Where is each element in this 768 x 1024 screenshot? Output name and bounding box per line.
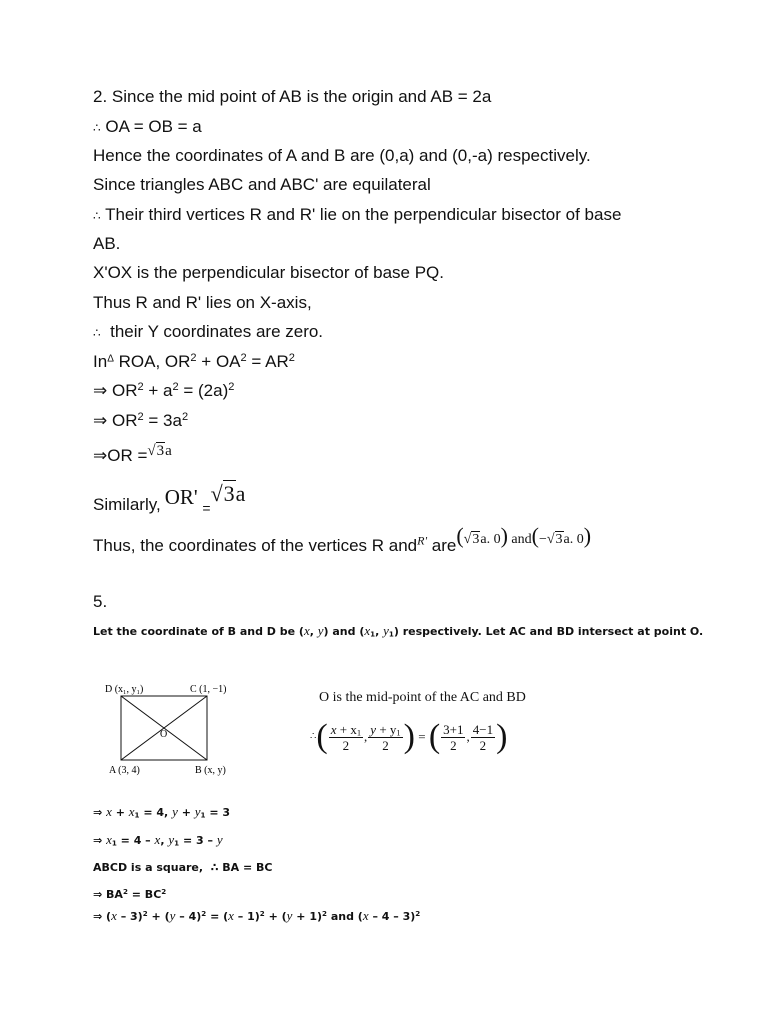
q5-number: 5. bbox=[93, 592, 108, 611]
q5-step-4: ⇒ $BA^2 = BC^2$ bbox=[93, 887, 167, 901]
q2-line-15: Thus, the coordinates of the vertices R and$^{R'}$ are$^{(√3a. 0) and(-√3a. 0)}$ bbox=[93, 523, 592, 555]
q5-step-2: ⇒ $x_1 = 4 - x$, $y_1 = 3 - y$ bbox=[93, 832, 223, 848]
label-o: O bbox=[160, 729, 168, 740]
q2-line-4: Since triangles ABC and ABC' are equilateral bbox=[93, 175, 431, 194]
label-c: C (1, −1) bbox=[190, 684, 227, 695]
q2-line-14: Similarly, OR' =√3a bbox=[93, 481, 246, 516]
q5-step-5: ⇒ $(x - 3)^2 + (y - 4)^2 = (x - 1)^2 + (y + 1)^2$ and (x – 4 – 3)$^2$ bbox=[93, 908, 421, 923]
implies-symbol: ⇒ bbox=[93, 446, 108, 465]
q2-line-13: ⇒OR =√3a bbox=[93, 443, 172, 465]
square-diagram bbox=[100, 678, 250, 778]
therefore-symbol: ∴ bbox=[93, 209, 101, 223]
q2-line-7: X'OX is the perpendicular bisector of base PQ. bbox=[93, 263, 444, 282]
midpoint-statement: O is the mid-point of the AC and BD bbox=[319, 690, 526, 705]
implies-symbol: ⇒ bbox=[93, 411, 108, 430]
q2-line-6: AB. bbox=[93, 234, 121, 253]
therefore-symbol: ∴ bbox=[93, 121, 101, 135]
q2-line-3: Hence the coordinates of A and B are (0,a) and (0,-a) respectively. bbox=[93, 146, 591, 165]
q2-line-2: ∴ OA = OB = a bbox=[93, 117, 202, 136]
label-a: A (3, 4) bbox=[109, 765, 140, 776]
therefore-symbol: ∴ bbox=[93, 326, 101, 340]
q2-line-1: 2. Since the mid point of AB is the origin and AB = 2a bbox=[93, 87, 492, 106]
label-d: D (x₁, y₁) bbox=[105, 684, 144, 695]
q2-line-12: ⇒ $OR^2 = 3a^2$ bbox=[93, 410, 189, 430]
q5-intro: Let the coordinate of B and D be (x, y) and ($x_1$, $y_1$) respectively. Let AC and BD intersect at point O. bbox=[93, 623, 704, 639]
q2-line-11: ⇒ $OR^2 + a^2 = (2a)^2$ bbox=[93, 380, 235, 400]
label-b: B (x, y) bbox=[195, 765, 226, 776]
q5-step-1: ⇒ $x + x_1 = 4$, $y + y_1 = 3$ bbox=[93, 804, 231, 820]
q2-line-8: Thus R and R' lies on X-axis, bbox=[93, 293, 312, 312]
q2-line-10: $In^\Delta$ ROA, $OR^2 + OA^2 = AR^2$ bbox=[93, 351, 295, 371]
q2-line-9: ∴ their Y coordinates are zero. bbox=[93, 322, 324, 341]
midpoint-equation: ∴( $\frac{x + x_1}{2}$ , $\frac{y + y_1}{2}$ ) = ( $\frac{3+1}{2}$ , $\frac{4-1}{2}$ ) bbox=[310, 718, 508, 756]
q2-line-5: ∴ Their third vertices R and R' lie on the perpendicular bisector of base bbox=[93, 205, 622, 224]
q5-step-3: ABCD is a square, ∴ BA = BC bbox=[93, 861, 273, 874]
triangle-symbol: Δ bbox=[107, 353, 114, 365]
implies-symbol: ⇒ bbox=[93, 381, 108, 400]
